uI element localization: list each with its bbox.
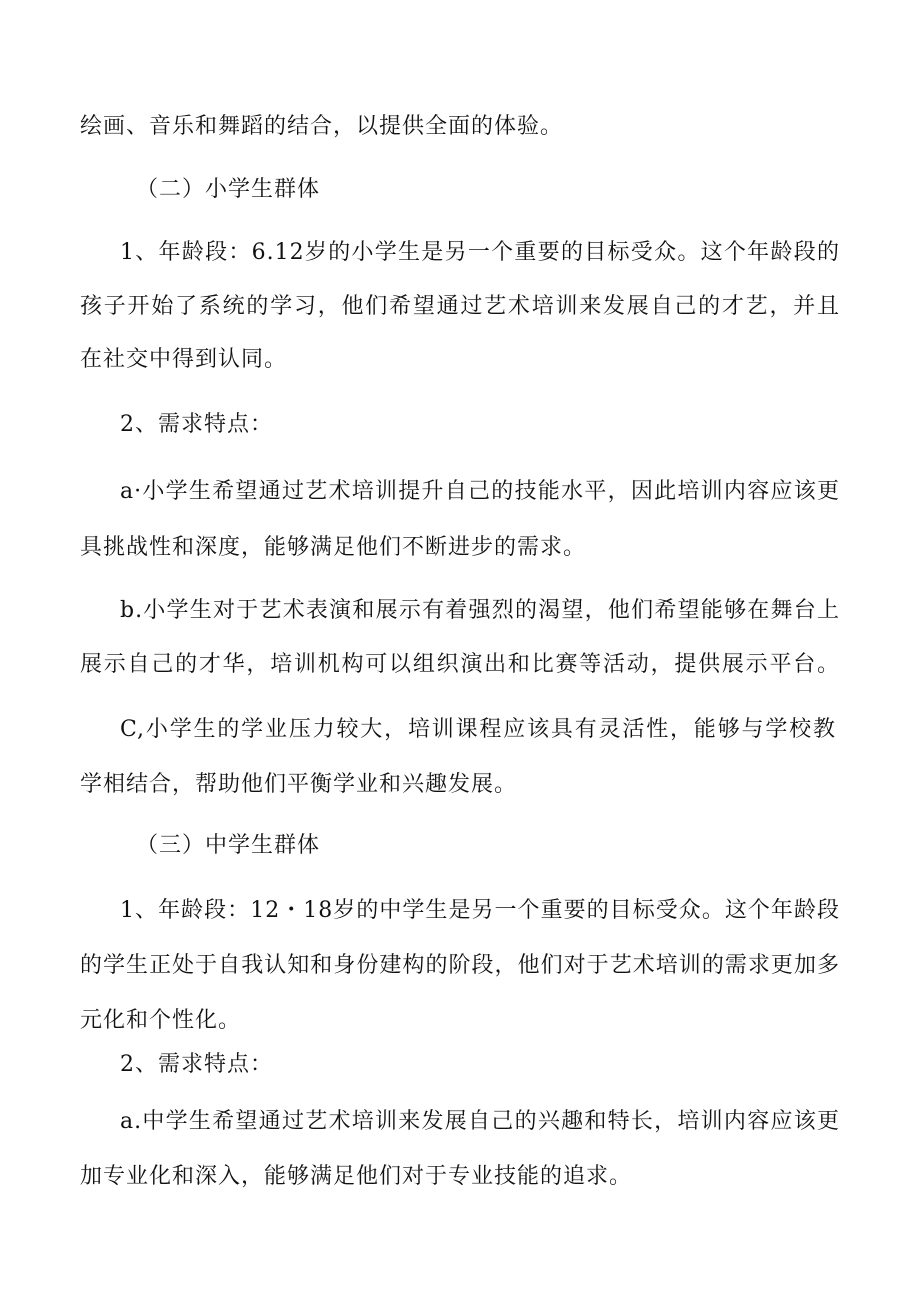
section-heading-middle-school-students: （三）中学生群体 (136, 833, 321, 858)
paragraph-line: 在社交中得到认同。 (80, 347, 288, 372)
paragraph-line: 展示自己的才华，培训机构可以组织演出和比赛等活动，提供展示平台。 (80, 652, 840, 677)
paragraph-line: 元化和个性化。 (80, 1008, 242, 1033)
paragraph-line: b.小学生对于艺术表演和展示有着强烈的渴望，他们希望能够在舞台上 (120, 598, 840, 623)
paragraph-line: 具挑战性和深度，能够满足他们不断进步的需求。 (80, 535, 587, 560)
paragraph-line: 学相结合，帮助他们平衡学业和兴趣发展。 (80, 772, 518, 797)
section-heading-primary-students: （二）小学生群体 (136, 177, 321, 202)
paragraph-line: a·小学生希望通过艺术培训提升自己的技能水平，因此培训内容应该更 (120, 479, 840, 504)
paragraph-line: 2、需求特点： (120, 412, 273, 437)
paragraph-line: 孩子开始了系统的学习，他们希望通过艺术培训来发展自己的才艺，并且 (80, 294, 840, 319)
paragraph-line: a.中学生希望通过艺术培训来发展自己的兴趣和特长，培训内容应该更 (120, 1109, 840, 1134)
paragraph-line: 1、年龄段：6.12岁的小学生是另一个重要的目标受众。这个年龄段的 (120, 240, 840, 265)
paragraph-line: 绘画、音乐和舞蹈的结合，以提供全面的体验。 (80, 114, 564, 139)
paragraph-line: 2、需求特点： (120, 1052, 273, 1077)
paragraph-line: 的学生正处于自我认知和身份建构的阶段，他们对于艺术培训的需求更加多 (80, 953, 840, 978)
paragraph-line: 加专业化和深入，能够满足他们对于专业技能的追求。 (80, 1164, 633, 1189)
paragraph-line: C,小学生的学业压力较大，培训课程应该具有灵活性，能够与学校教 (120, 717, 836, 742)
paragraph-line: 1、年龄段：12・18岁的中学生是另一个重要的目标受众。这个年龄段 (120, 898, 840, 923)
